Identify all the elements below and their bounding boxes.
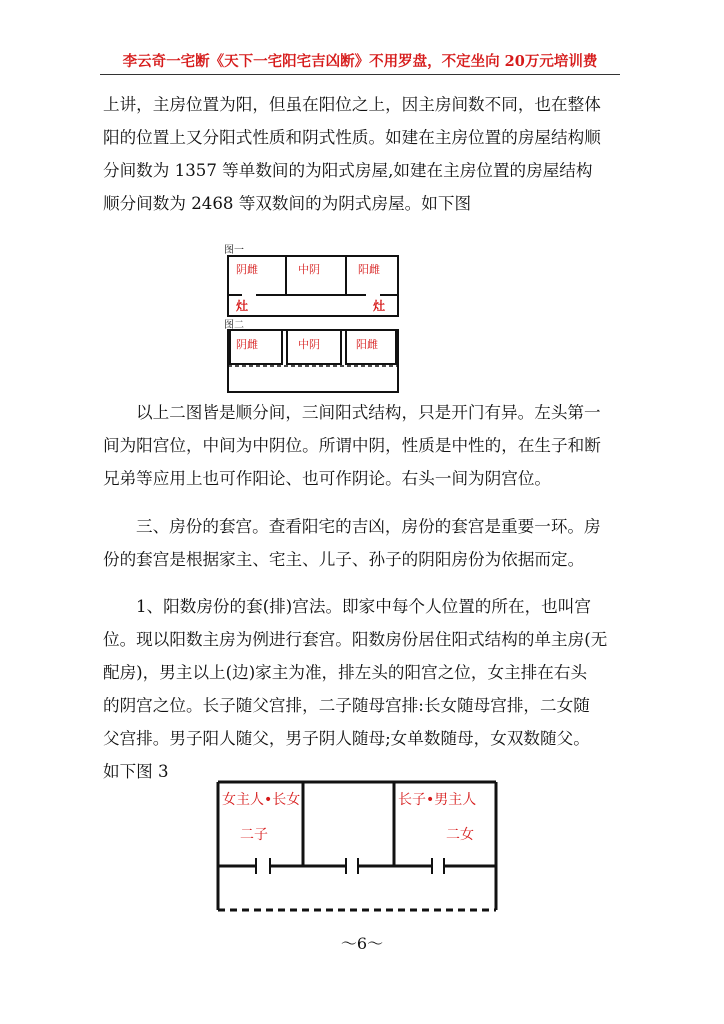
paragraph-1 xyxy=(103,88,623,220)
text-line: 阳的位置上又分阳式性质和阴式性质。如建在主房位置的房屋结构顺 xyxy=(103,128,601,147)
room-label-middle: 中阴 xyxy=(298,338,320,351)
occupant-label-right-top: 长子•男主人 xyxy=(398,792,477,808)
door-gap xyxy=(242,293,256,297)
text-line: 如下图 3 xyxy=(103,762,169,781)
stove-label-left: 灶 xyxy=(236,299,249,313)
figure-2-diagram xyxy=(222,318,404,394)
figure-3-diagram xyxy=(214,776,500,916)
room-label-left: 阴雌 xyxy=(236,338,258,351)
text-line: 三、房份的套宫。查看阳宅的吉凶，房份的套宫是重要一环。房 xyxy=(136,517,601,536)
text-line: 顺分间数为 2468 等双数间的为阴式房屋。如下图 xyxy=(103,194,472,213)
paragraph-2 xyxy=(103,396,623,495)
room-label-left: 阴雌 xyxy=(236,263,258,276)
stove-label-right: 灶 xyxy=(373,299,386,313)
page-header-title: 李云奇一宅断《天下一宅阳宅吉凶断》不用罗盘，不定坐向 20万元培训费 xyxy=(122,53,598,70)
door-gap xyxy=(366,293,380,297)
paragraph-3 xyxy=(103,510,623,576)
text-line: 以上二图皆是顺分间，三间阳式结构，只是开门有异。左头第一 xyxy=(136,403,601,422)
text-line: 的阴宫之位。长子随父宫排，二子随母宫排:长女随母宫排，二女随 xyxy=(103,696,590,715)
text-line: 分间数为 1357 等单数间的为阳式房屋,如建在主房位置的房屋结构 xyxy=(103,161,593,180)
header-divider xyxy=(100,74,620,75)
room-label-right: 阳雌 xyxy=(356,338,378,351)
occupant-label-right-bottom: 二女 xyxy=(446,827,474,843)
text-line: 上讲，主房位置为阳，但虽在阳位之上，因主房间数不同，也在整体 xyxy=(103,95,601,114)
text-line: 份的套宫是根据家主、宅主、儿子、孙子的阴阳房份为依据而定。 xyxy=(103,550,585,569)
figure-1-diagram xyxy=(222,243,404,318)
text-line: 间为阳宫位，中间为中阴位。所谓中阴，性质是中性的，在生子和断 xyxy=(103,436,601,455)
figure-2-label: 图二 xyxy=(224,320,244,331)
occupant-label-left-bottom: 二子 xyxy=(240,827,268,843)
occupant-label-left-top: 女主人•长女 xyxy=(222,792,301,808)
room-label-right: 阳雌 xyxy=(358,263,380,276)
paragraph-4 xyxy=(103,590,623,788)
room-label-middle: 中阴 xyxy=(298,263,320,276)
text-line: 父宫排。男子阳人随父，男子阴人随母;女单数随母，女双数随父。 xyxy=(103,729,590,748)
figure-1-label: 图一 xyxy=(224,245,244,256)
page-number: ～6～ xyxy=(340,934,384,953)
text-line: 配房)，男主以上(边)家主为准，排左头的阳宫之位，女主排在右头 xyxy=(103,663,588,682)
text-line: 1、阳数房份的套(排)宫法。即家中每个人位置的所在，也叫宫 xyxy=(136,597,591,616)
text-line: 位。现以阳数主房为例进行套宫。阳数房份居住阳式结构的单主房(无 xyxy=(103,630,608,649)
text-line: 兄弟等应用上也可作阳论、也可作阴论。右头一间为阴宫位。 xyxy=(103,469,552,488)
